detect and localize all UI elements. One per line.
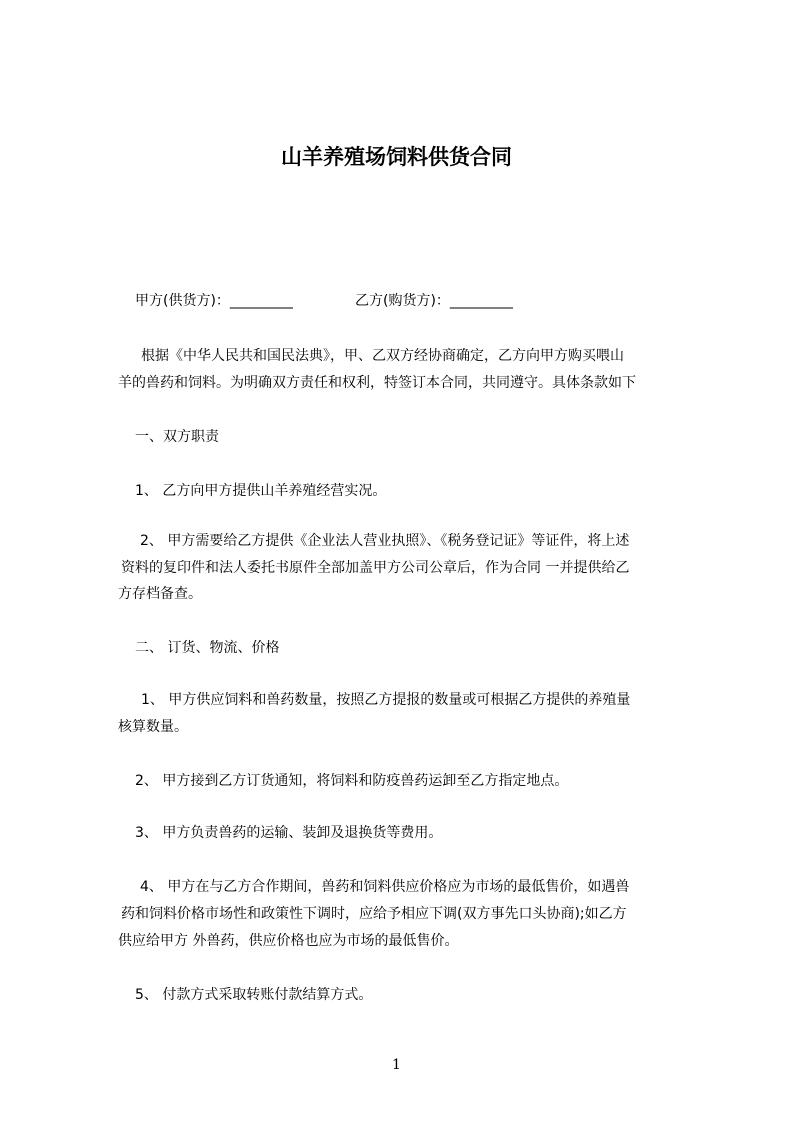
- section-2-item-5: 5、 付款方式采取转账付款结算方式。: [135, 987, 373, 1003]
- section-2-item-4-line-3: 供应给甲方 外兽药，供应价格也应为市场的最低售价。: [118, 933, 459, 949]
- section-1-heading: 一、双方职责: [135, 429, 219, 445]
- section-1-item-2-line-1: 2、 甲方需要给乙方提供《企业法人营业执照》、《税务登记证》等证件，将上述: [140, 533, 630, 549]
- page-number: 1: [392, 1057, 401, 1073]
- intro-line-2: 羊的兽药和饲料。为明确双方责任和权利，特签订本合同，共同遵守。具体条款如下: [118, 375, 636, 391]
- section-1-item-2-line-3: 方存档备查。: [118, 586, 202, 602]
- intro-line-1: 根据《中华人民共和国民法典》，甲、乙双方经协商确定，乙方向甲方购买喂山: [141, 348, 624, 364]
- party-b-line: 乙方(购货方)：_________: [355, 293, 513, 309]
- document-title: 山羊养殖场饲料供货合同: [281, 145, 512, 169]
- section-2-item-3: 3、 甲方负责兽药的运输、装卸及退换货等费用。: [135, 825, 443, 841]
- section-1-item-2-line-2: 资料的复印件和法人委托书原件全部加盖甲方公司公章后，作为合同 一并提供给乙: [121, 560, 630, 576]
- section-2-item-1-line-1: 1、 甲方供应饲料和兽药数量，按照乙方提报的数量或可根据乙方提供的养殖量: [141, 692, 631, 708]
- party-a-line: 甲方(供货方)：_________: [135, 293, 293, 309]
- section-2-item-4-line-2: 药和饲料价格市场性和政策性下调时，应给予相应下调(双方事先口头协商);如乙方: [121, 906, 627, 922]
- section-1-item-1: 1、 乙方向甲方提供山羊养殖经营实况。: [135, 483, 387, 499]
- section-2-item-1-line-2: 核算数量。: [118, 719, 188, 735]
- section-2-item-2: 2、 甲方接到乙方订货通知，将饲料和防疫兽药运卸至乙方指定地点。: [135, 773, 569, 789]
- section-2-heading: 二、 订货、物流、价格: [135, 640, 280, 656]
- section-2-item-4-line-1: 4、 甲方在与乙方合作期间，兽药和饲料供应价格应为市场的最低售价，如遇兽: [140, 879, 630, 895]
